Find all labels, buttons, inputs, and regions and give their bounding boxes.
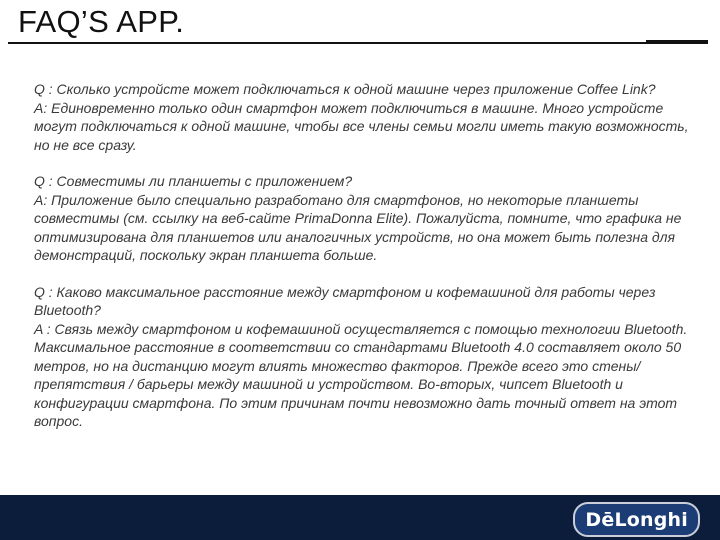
page-title: FAQ’S APP. — [18, 4, 185, 39]
faq-item — [34, 80, 694, 154]
faq-item — [34, 172, 694, 265]
footer-bar — [0, 495, 720, 540]
faq-question: Q : Сколько устройсте может подключаться к одной машине через приложение Coffee Link? — [34, 81, 656, 97]
logo-text: DēLonghi — [585, 508, 688, 531]
delonghi-logo — [573, 502, 700, 537]
faq-question: Q : Совместимы ли планшеты с приложением? — [34, 173, 353, 189]
faq-question: Q : Каково максимальное расстояние между смартфоном и кофемашиной для работы через Bluetooth? — [34, 283, 656, 318]
faq-answer: A : Связь между смартфоном и кофемашиной осуществляется с помощью технологии Bluetooth. Максимальное расстояние в соответствии со стандартами Bluetooth 4.0 составляет около 50 метров, но на дистанцию могут влиять множество факторов. Прежде всего это стены/ препятствия / барьеры между машиной и устройством. Во-вторых, чипсет Bluetooth и конфигурации смартфона. По этим причинам почти невозможно дать точный ответ на этот вопрос. — [34, 320, 688, 429]
faq-list — [34, 80, 694, 449]
faq-answer: A: Единовременно только один смартфон может подключиться в машине. Много устройсте могут подключаться к одной машине, чтобы все члены семьи могли иметь такую возможность, но не все сразу. — [34, 99, 689, 153]
title-underline-accent — [646, 40, 708, 42]
faq-answer: A: Приложение было специально разработано для смартфонов, но некоторые планшеты совместимы (см. ссылку на веб-сайте PrimaDonna Elite). Пожалуйста, помните, что графика не оптимизирована для планшетов или аналогичных устройств, но она может быть полезна для демонстраций, поскольку экран планшета больше. — [34, 191, 682, 263]
faq-item — [34, 283, 694, 431]
title-underline — [8, 42, 708, 44]
